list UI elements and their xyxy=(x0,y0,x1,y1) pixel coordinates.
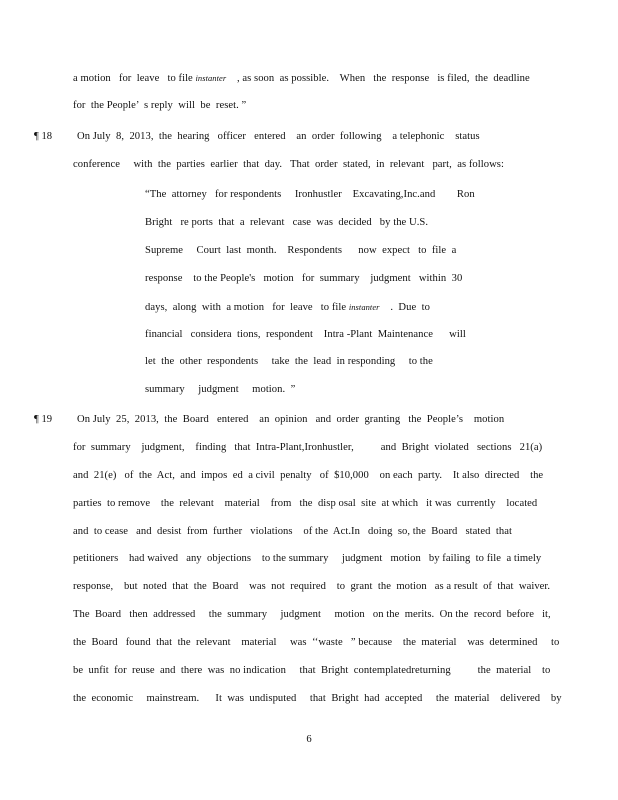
paragraph-mark-19: ¶ 19 xyxy=(34,414,53,425)
quote-line-5-after: . Due to xyxy=(379,302,430,313)
para19-line-8: The Board then addressed the summary judgment motion on the merits. On the record before it, xyxy=(73,609,551,620)
para19-line-10: be unfit for reuse and there was no indication that Bright contemplatedreturning the material to xyxy=(73,665,551,676)
page-number: 6 xyxy=(306,734,312,745)
intro-line-2: for the People’ s reply will be reset. ” xyxy=(73,100,247,111)
intro-line-1 xyxy=(73,71,530,86)
para19-line-9: the Board found that the relevant material was ‘‘waste ” because the material was determined to xyxy=(73,637,560,648)
intro-line-1-italic: instanter xyxy=(195,73,227,83)
para19-line-11: the economic mainstream. It was undisputed that Bright had accepted the material delivered by xyxy=(73,693,562,704)
quote-line-5-italic: instanter xyxy=(348,302,380,312)
intro-line-1-before: a motion for leave to file xyxy=(73,73,196,84)
para19-line-6: petitioners had waived any objections to the summary judgment motion by failing to file a timely xyxy=(73,553,542,564)
intro-line-1-after: , as soon as possible. When the response is filed, the deadline xyxy=(226,73,530,84)
quote-line-5-before: days, along with a motion for leave to file xyxy=(145,302,349,313)
paragraph-mark-18: ¶ 18 xyxy=(34,131,53,142)
quote-line-6: financial considera tions, respondent Intra -Plant Maintenance will xyxy=(145,329,466,340)
quote-line-3: Supreme Court last month. Respondents now expect to file a xyxy=(145,245,457,256)
quote-line-7: let the other respondents take the lead in responding to the xyxy=(145,356,433,367)
quote-line-8: summary judgment motion. ” xyxy=(145,384,296,395)
para19-line-4: parties to remove the relevant material from the disp osal site at which it was currently located xyxy=(73,498,538,509)
para19-line-1: On July 25, 2013, the Board entered an opinion and order granting the People’s motion xyxy=(77,414,505,425)
quote-line-4: response to the People's motion for summary judgment within 30 xyxy=(145,273,463,284)
para19-line-7: response, but noted that the Board was not required to grant the motion as a result of that waiver. xyxy=(73,581,551,592)
para18-line-2: conference with the parties earlier that day. That order stated, in relevant part, as follows: xyxy=(73,159,504,170)
quote-line-5 xyxy=(145,300,430,315)
para18-line-1: On July 8, 2013, the hearing officer entered an order following a telephonic status xyxy=(77,131,480,142)
para19-line-3: and 21(e) of the Act, and impos ed a civil penalty of $10,000 on each party. It also directed the xyxy=(73,470,544,481)
quote-line-2: Bright re ports that a relevant case was decided by the U.S. xyxy=(145,217,429,228)
para19-line-2: for summary judgment, finding that Intra-Plant,Ironhustler, and Bright violated sections 21(a) xyxy=(73,442,543,453)
para19-line-5: and to cease and desist from further violations of the Act.In doing so, the Board stated that xyxy=(73,526,512,537)
quote-line-1: “The attorney for respondents Ironhustler Excavating,Inc.and Ron xyxy=(145,189,475,200)
